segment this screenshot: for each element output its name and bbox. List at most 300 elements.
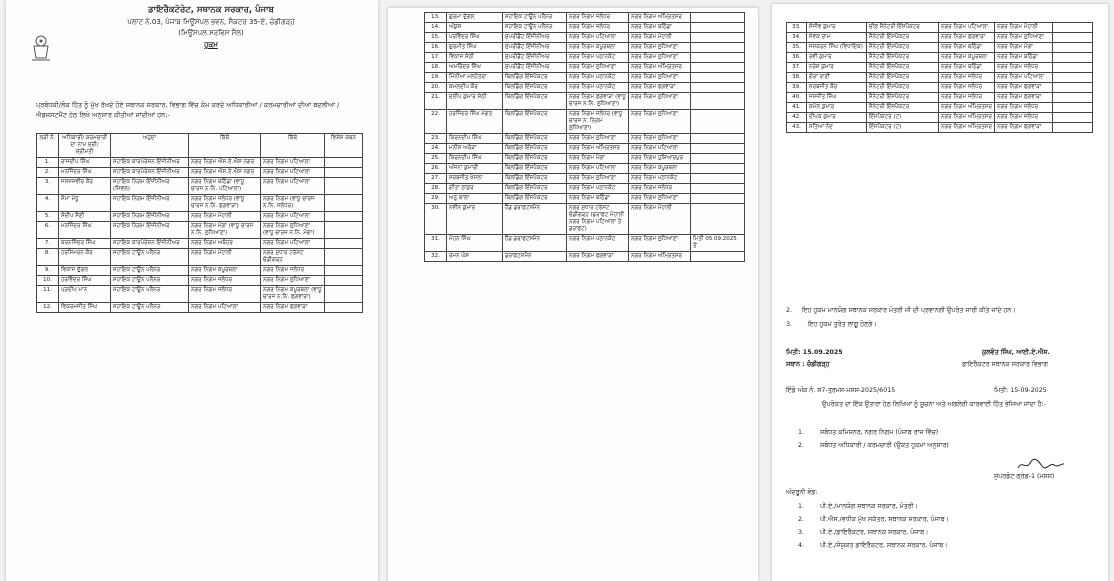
employee-name: ਰਵੀ ਕੁਮਾਰ [807, 53, 867, 63]
serial-number: 33. [787, 23, 807, 33]
employee-name: ਅਨੂ ਬਾਲਾ [447, 194, 503, 204]
transfer-from: ਨਗਰ ਨਿਗਮ ਲੁਧਿਆਣਾ [567, 134, 629, 144]
transfer-to: ਨਗਰ ਸੁਧਾਰ ਟਰੱਸਟ ਚੰਡੀਗੜ੍ਹ [261, 249, 325, 266]
transfer-to: ਨਗਰ ਨਿਗਮ ਮੋਹਾਲੀ [629, 33, 691, 43]
employee-name: ਮਨਜਿੰਦਰ ਸਿੰਘ [59, 168, 111, 178]
serial-number: 21. [425, 93, 447, 110]
employee-name: ਵਿਕਰਮਜੀਤ ਸਿੰਘ [59, 303, 111, 313]
employee-post: ਬਿਲਡਿੰਗ ਇੰਸਪੈਕਟਰ [503, 144, 567, 154]
employee-post: ਸਹਾਇਕ ਕਾਰਪੋਰੇਸ਼ਨ ਇੰਜੀਨੀਅਰ [111, 168, 189, 178]
serial-number: 22. [425, 110, 447, 134]
employee-name: ਕਿਰਨਦੀਪ ਸਿੰਘ [447, 154, 503, 164]
table-row [787, 113, 1093, 123]
transfer-from: ਨਗਰ ਨਿਗਮ ਜਲੰਧਰ [939, 83, 995, 93]
transfer-to: ਨਗਰ ਨਿਗਮ ਹੁਸ਼ਿਆਰਪੁਰ [629, 154, 691, 164]
employee-name: ਕਿਰਨਦੀਪ ਸਿੰਘ [447, 134, 503, 144]
transfer-to: ਨਗਰ ਨਿਗਮ ਲੁਧਿਆਣਾ [629, 194, 691, 204]
employee-name: ਮਨਜਿੰਦਰ ਸਿੰਘ [59, 222, 111, 239]
employee-name: ਕਰਨਜਿੰਦਰ ਸਿੰਘ [59, 239, 111, 249]
employee-name: ਪਰਵਿੰਦਰ ਸਿੰਘ [447, 33, 503, 43]
serial-number: 28. [425, 184, 447, 194]
transfer-from: ਨਗਰ ਨਿਗਮ ਫਗਵਾੜਾ (ਵਾਧੂ ਚਾਰਜ ਨ.ਨਿ. ਲੁਧਿਆਣਾ) [567, 93, 629, 110]
transfer-to: ਨਗਰ ਨਿਗਮ ਲੁਧਿਆਣਾ [629, 43, 691, 53]
transfer-to: ਨਗਰ ਨਿਗਮ ਬਠਿੰਡਾ [995, 53, 1053, 63]
employee-name: ਜਸਜੀਤ ਸਿੰਘ [807, 93, 867, 103]
order-date: ਮਿਤੀ: 15.09.2025 [786, 349, 843, 356]
transfer-from: ਨਗਰ ਨਿਗਮ ਪਠਾਨਕੋਟ [567, 235, 629, 252]
transfer-from: ਨਗਰ ਨਿਗਮ ਬਠਿੰਡਾ [567, 194, 629, 204]
transfer-from: ਨਗਰ ਨਿਗਮ ਲੁਧਿਆਣਾ [567, 174, 629, 184]
transfer-table-page2 [424, 12, 745, 262]
column-header: ਕਿੱਥੋਂ [189, 134, 261, 158]
special-remark [1053, 83, 1093, 93]
special-remark [325, 266, 363, 276]
transfer-from: ਨਗਰ ਨਿਗਮ ਮੋਗਾ [567, 154, 629, 164]
serial-number: 6. [37, 222, 59, 239]
transfer-from: ਨਗਰ ਨਿਗਮ ਬਠਿੰਡਾ [939, 43, 995, 53]
special-remark [1053, 113, 1093, 123]
transfer-to: ਨਗਰ ਨਿਗਮ ਪਟਿਆਲਾ [995, 73, 1053, 83]
employee-post: ਸਹਾਇਕ ਨਿਗਮ ਇੰਜੀਨੀਅਰ [111, 222, 189, 239]
special-remark [1053, 33, 1093, 43]
transfer-to: ਨਗਰ ਨਿਗਮ ਜਲੰਧਰ [995, 113, 1053, 123]
serial-number: 27. [425, 174, 447, 184]
table-row [425, 53, 745, 63]
list-item: 2. ਸਬੰਧਤ ਅਧਿਕਾਰੀ / ਕਰਮਚਾਰੀ (ਉਕਤ ਹੁਕਮਾਂ ਅਨੁਸਾਰ) [798, 442, 949, 449]
transfer-from: ਨਗਰ ਨਿਗਮ ਐਸ.ਏ.ਐਸ ਨਗਰ [189, 168, 261, 178]
special-remark [691, 110, 745, 134]
endorsement-number: ਇੰਡੋ ਅੰਕ ਨੰ. ਸ7-ਤ੍ਰਮਸ-ਮਸਸ-2025/6015 [786, 387, 896, 394]
transfer-to: ਨਗਰ ਨਿਗਮ ਪਟਿਆਲਾ [261, 239, 325, 249]
special-remark [325, 249, 363, 266]
transfer-from: ਨਗਰ ਨਿਗਮ ਪਟਿਆਲਾ [567, 33, 629, 43]
employee-name: ਰਾਜਦੀਪ ਸਿੰਘ [59, 158, 111, 168]
employee-post: ਸੈਨੇਟਰੀ ਇੰਸਪੈਕਟਰ [867, 103, 939, 113]
employee-post: ਸਹਾਇਕ ਟਾਊਨ ਪਲੈਨਰ [111, 303, 189, 313]
transfer-to: ਨਗਰ ਨਿਗਮ ਲੁਧਿਆਣਾ [629, 134, 691, 144]
column-header: ਵਿਸ਼ੇਸ਼ ਕਥਨ [325, 134, 363, 158]
signatory-name: ਕੁਲਵੰਤ ਸਿੰਘ, ਆਈ.ਏ.ਐਸ. [982, 349, 1050, 356]
serial-number: 17. [425, 53, 447, 63]
transfer-to: ਨਗਰ ਨਿਗਮ ਮੋਗਾ [995, 43, 1053, 53]
employee-post: ਬਿਲਡਿੰਗ ਇੰਸਪੈਕਟਰ [503, 110, 567, 134]
employee-post: ਸੈਨੇਟਰੀ ਇੰਸਪੈਕਟਰ [867, 93, 939, 103]
special-remark [691, 13, 745, 23]
signatory-title: ਡਾਇਰੈਕਟਰ ਸਥਾਨਕ ਸਰਕਾਰ ਵਿਭਾਗ [962, 361, 1048, 368]
employee-post: ਇੰਸਪੈਕਟਰ (ਟ) [867, 123, 939, 133]
serial-number: 43. [787, 123, 807, 133]
table-row [37, 178, 363, 195]
special-remark [325, 276, 363, 286]
employee-post: ਸਹਾਇਕ ਟਾਊਨ ਪਲੈਨਰ [111, 249, 189, 266]
transfer-to: ਨਗਰ ਨਿਗਮ ਜਲੰਧਰ [629, 184, 691, 194]
order-place: ਸਥਾਨ : ਚੰਡੀਗੜ੍ਹ [786, 361, 830, 368]
employee-post: ਸੁਪਰੀਡੈਂਟ ਇੰਜੀਨੀਅਰ [503, 33, 567, 43]
employee-post: ਸਹਾਇਕ ਨਿਗਮ ਇੰਜੀਨੀਅਰ [111, 212, 189, 222]
serial-number: 19. [425, 73, 447, 83]
employee-post: ਬਿਲਡਿੰਗ ਇੰਸਪੈਕਟਰ [503, 83, 567, 93]
employee-name: ਹਰਵਿੰਦਰ ਸਿੰਘ [59, 276, 111, 286]
serial-number: 30. [425, 204, 447, 235]
employee-name: ਨਰੇਸ਼ ਕੁਮਾਰ [807, 63, 867, 73]
transfer-to: ਨਗਰ ਨਿਗਮ ਲੁਧਿਆਣਾ [629, 235, 691, 252]
serial-number: 18. [425, 63, 447, 73]
special-remark [1053, 53, 1093, 63]
employee-name: ਸਰਬਜੀਤ ਕੌਰ [807, 83, 867, 93]
special-remark [325, 195, 363, 212]
employee-name: ਸੰਦੀਪ ਸੈਣੀ [59, 212, 111, 222]
transfer-to: ਨਗਰ ਨਿਗਮ ਬਠਿੰਡਾ [629, 23, 691, 33]
transfer-from: ਨਗਰ ਨਿਗਮ ਅੰਮ੍ਰਿਤਸਰ [939, 103, 995, 113]
special-remark [691, 33, 745, 43]
employee-name: ਦਲੀਪ ਕੁਮਾਰ ਸੇਠੀ [447, 93, 503, 110]
transfer-from: ਨਗਰ ਨਿਗਮ ਅਬੋਹਰ [189, 239, 261, 249]
employee-name: ਗੁਰਮਾ ਦੁੱਗਲ [447, 13, 503, 23]
transfer-to: ਨਗਰ ਨਿਗਮ (ਵਾਧੂ ਚਾਰਜ ਨ.ਨਿ. ਜਲੰਧਰ) [261, 195, 325, 212]
transfer-to: ਨਗਰ ਨਿਗਮ ਫਗਵਾੜਾ [995, 93, 1053, 103]
employee-post: ਚੀਫ਼ ਸੈਨੇਟਰੀ ਇੰਸਪੈਕਟਰ [867, 23, 939, 33]
transfer-to: ਨਗਰ ਨਿਗਮ ਜਲੰਧਰ [995, 63, 1053, 73]
transfer-from: ਨਗਰ ਨਿਗਮ ਅੰਮ੍ਰਿਤਸਰ [939, 123, 995, 133]
state-emblem-icon [28, 32, 54, 62]
employee-post: ਬਿਲਡਿੰਗ ਇੰਸਪੈਕਟਰ [503, 93, 567, 110]
employee-name: ਹਰਸਿਮਰਨ ਕੌਰ [59, 249, 111, 266]
employee-name: ਪ੍ਰਦੀਪ ਮਾਨ [59, 286, 111, 303]
employee-post: ਸਹਾਇਕ ਕਾਰਪੋਰੇਸ਼ਨ ਇੰਜੀਨੀਅਰ [111, 239, 189, 249]
transfer-to: ਨਗਰ ਨਿਗਮ ਮੋਹਾਲੀ [995, 23, 1053, 33]
employee-name: ਵਿਕਾਸ ਦੁੱਗਲ [59, 266, 111, 276]
transfer-to: ਨਗਰ ਨਿਗਮ ਅੰਮ੍ਰਿਤਸਰ [629, 63, 691, 73]
table-row [787, 83, 1093, 93]
table-row [425, 252, 745, 262]
employee-post: ਸਹਾਇਕ ਟਾਊਨ ਪਲੈਨਰ [111, 276, 189, 286]
employee-name: ਕਮਲਦੀਪ ਕੌਰ [447, 83, 503, 93]
transfer-to: ਨਗਰ ਨਿਗਮ ਲੁਧਿਆਣਾ [629, 73, 691, 83]
serial-number: 23. [425, 134, 447, 144]
employee-name: ਵਿਕਾਸ ਸੇਠੀ [447, 53, 503, 63]
superintendent-title: ਸੁਪਰਡੰਟ ਗ੍ਰੇਡ-1 (ਮਸਸ) [994, 473, 1055, 480]
employee-post: ਹੈੱਡ ਡਰਾਫਟਸਮੈਨ [503, 235, 567, 252]
special-remark [691, 93, 745, 110]
table-row [425, 235, 745, 252]
list-item: 4. ਪੀ.ਏ./ਸੰਯੁਕਤ ਡਾਇਰੈਕਟਰ, ਸਥਾਨਕ ਸਰਕਾਰ, ਪੰਜਾਬ। [798, 542, 948, 549]
transfer-to: ਨਗਰ ਨਿਗਮ ਪਟਿਆਲਾ [261, 212, 325, 222]
special-remark [1053, 63, 1093, 73]
transfer-from: ਨਗਰ ਨਿਗਮ ਪਠਾਨਕੋਟ [567, 53, 629, 63]
document-page-1 [6, 0, 378, 581]
order-heading: ਹੁਕਮ [204, 41, 218, 49]
employee-name: ਅੰਕੁਸ਼ [447, 23, 503, 33]
table-row [425, 63, 745, 73]
transfer-to: ਨਗਰ ਨਿਗਮ ਫਗਵਾੜਾ [261, 303, 325, 313]
order-note-3: 3. ਇਹ ਹੁਕਮ ਤੁਰੰਤ ਲਾਗੂ ਹੋਣਗੇ। [786, 321, 877, 328]
document-page-2 [388, 8, 758, 581]
table-row [37, 239, 363, 249]
serial-number: 14. [425, 23, 447, 33]
employee-name: ਗੋਰਾ ਰਾਣੀ [807, 73, 867, 83]
employee-post: ਸੈਨੇਟਰੀ ਇੰਸਪੈਕਟਰ [867, 63, 939, 73]
table-row [37, 249, 363, 266]
employee-name: ਕਮੋਲ ਕੁਮਾਰ [807, 103, 867, 113]
table-row [425, 154, 745, 164]
serial-number: 4. [37, 195, 59, 212]
transfer-from: ਨਗਰ ਨਿਗਮ ਪਟਿਆਲਾ [939, 23, 995, 33]
employee-name: ਨਵੀਨ ਕੁਮਾਰ [447, 204, 503, 235]
employee-name: ਹਰਜਿੰਦਰ ਸਿੰਘ ਮੰਗਤ [447, 110, 503, 134]
column-header: ਕਿੱਥੇ [261, 134, 325, 158]
transfer-from: ਨਗਰ ਨਿਗਮ ਐਸ.ਏ.ਐਸ ਨਗਰ [189, 158, 261, 168]
serial-number: 15. [425, 33, 447, 43]
transfer-to: ਨਗਰ ਨਿਗਮ ਮੋਹਾਲੀ [629, 204, 691, 235]
employee-post: ਹੈੱਡ ਡਰਾਫਟਸਮੈਨ [503, 204, 567, 235]
transfer-to: ਨਗਰ ਨਿਗਮ ਲੁਧਿਆਣਾ [995, 33, 1053, 43]
employee-name: ਸੰਜੀਵ ਕੁਮਾਰ [807, 23, 867, 33]
employee-post: ਬਿਲਡਿੰਗ ਇੰਸਪੈਕਟਰ [503, 154, 567, 164]
transfer-from: ਨਗਰ ਨਿਗਮ ਪਟਿਆਲਾ [567, 164, 629, 174]
special-remark [691, 73, 745, 83]
serial-number: 35. [787, 43, 807, 53]
special-remark [325, 286, 363, 303]
column-header: ਅਧਿਕਾਰੀ/ ਕਰਮਚਾਰੀ ਦਾ ਨਾਮ ਸ਼੍ਰੀ/ ਸ਼੍ਰੀਮਤੀ [59, 134, 111, 158]
employee-post: ਸਹਾਇਕ ਟਾਊਨ ਪਲੈਨਰ [503, 13, 567, 23]
serial-number: 13. [425, 13, 447, 23]
employee-post: ਇੰਸਪੈਕਟਰ (ਟ) [867, 113, 939, 123]
transfer-from: ਨਗਰ ਨਿਗਮ ਮੋਹਾਲੀ [189, 249, 261, 266]
table-row [787, 123, 1093, 133]
table-row [425, 174, 745, 184]
table-row [37, 303, 363, 313]
transfer-from: ਨਗਰ ਨਿਗਮ ਕਪੂਰਥਲਾ [189, 266, 261, 276]
special-remark [691, 252, 745, 262]
table-row [37, 286, 363, 303]
list-item: 1. ਪੀ.ਏ./ਮਾਨਯੋਗ ਸਥਾਨਕ ਸਰਕਾਰ, ਮੰਤਰੀ। [798, 503, 918, 510]
employee-post: ਸੈਨੇਟਰੀ ਇੰਸਪੈਕਟਰ [867, 73, 939, 83]
table-row [425, 194, 745, 204]
table-row [37, 195, 363, 212]
table-row [37, 276, 363, 286]
special-remark [325, 212, 363, 222]
special-remark [691, 134, 745, 144]
special-remark [691, 43, 745, 53]
serial-number: 38. [787, 73, 807, 83]
table-row [37, 222, 363, 239]
table-row [37, 158, 363, 168]
transfer-from: ਨਗਰ ਨਿਗਮ ਲੁਧਿਆਣਾ [567, 63, 629, 73]
employee-name: ਗੀਤਾ ਠਾਕੁਰ [447, 184, 503, 194]
transfer-to: ਨਗਰ ਨਿਗਮ ਫਗਵਾੜਾ [629, 83, 691, 93]
serial-number: 20. [425, 83, 447, 93]
table-row [37, 212, 363, 222]
employee-post: ਸੈਨੇਟਰੀ ਇੰਸਪੈਕਟਰ [867, 33, 939, 43]
special-remark: ਮਿਤੀ 05.09.2025 ਤੋਂ [691, 235, 745, 252]
transfer-to: ਨਗਰ ਨਿਗਮ ਲੁਧਿਆਣਾ (ਵਾਧੂ ਚਾਰਜ ਨ.ਨਿ. ਮੋਗਾ) [261, 222, 325, 239]
table-row [425, 83, 745, 93]
transfer-to: ਨਗਰ ਨਿਗਮ ਪਟਿਆਲਾ [261, 158, 325, 168]
serial-number: 31. [425, 235, 447, 252]
transfer-table-page1 [36, 133, 363, 313]
special-remark [1053, 123, 1093, 133]
employee-post: ਸਹਾਇਕ ਟਾਊਨ ਪਲੈਨਰ [503, 23, 567, 33]
table-row [425, 204, 745, 235]
special-remark [325, 178, 363, 195]
transfer-from: ਨਗਰ ਨਿਗਮ ਜਲੰਧਰ [567, 13, 629, 23]
serial-number: 12. [37, 303, 59, 313]
list-item: 3. ਪੀ.ਏ./ਡਾਇਰੈਕਟਰ, ਸਥਾਨਕ ਸਰਕਾਰ, ਪੰਜਾਬ। [798, 529, 929, 536]
department-title: ਡਾਇਰੈਕਟੋਰੇਟ, ਸਥਾਨਕ ਸਰਕਾਰ, ਪੰਜਾਬ [148, 5, 274, 15]
employee-name: ਸੇਵਕ ਰਾਮ [807, 33, 867, 43]
table-row [425, 43, 745, 53]
special-remark [325, 303, 363, 313]
internal-distribution-list [798, 502, 1098, 554]
serial-number: 25. [425, 154, 447, 164]
serial-number: 7. [37, 239, 59, 249]
special-remark [691, 154, 745, 164]
special-remark [691, 204, 745, 235]
employee-post: ਸੁਪਰੀਡੈਂਟ ਇੰਜੀਨੀਅਰ [503, 43, 567, 53]
transfer-to: ਨਗਰ ਨਿਗਮ ਕਪੂਰਥਲਾ [629, 164, 691, 174]
serial-number: 29. [425, 194, 447, 204]
table-row [787, 73, 1093, 83]
special-remark [325, 222, 363, 239]
table-row [425, 184, 745, 194]
transfer-from: ਨਗਰ ਨਿਗਮ ਮੋਹਾਲੀ [189, 212, 261, 222]
employee-post: ਸਹਾਇਕ ਕਾਰਪੋਰੇਸ਼ਨ ਇੰਜੀਨੀਅਰ [111, 158, 189, 168]
department-branch: (ਮਿਊਂਸਪਲ ਸਰਵਿਸ ਸੈਲ) [178, 29, 244, 37]
serial-number: 32. [425, 252, 447, 262]
transfer-from: ਨਗਰ ਨਿਗਮ ਜਲੰਧਰ [567, 23, 629, 33]
transfer-to: ਨਗਰ ਨਿਗਮ ਲੁਧਿਆਣਾ [629, 110, 691, 134]
serial-number: 40. [787, 93, 807, 103]
employee-name: ਗੁਰਮੀਤ ਸਿੰਘ [447, 43, 503, 53]
department-address: ਪਲਾਟ ਨੰ.03, ਪੰਜਾਬ ਮਿਊਂਸਪਲ ਭਵਨ, ਸੈਕਟਰ 35-ਏ, ਚੰਡੀਗੜ੍ਹ [127, 18, 295, 26]
endorsement-text: ਉਪਰੋਕਤ ਦਾ ਇੱਕ ਉਤਾਰਾ ਹੇਠ ਲਿਖਿਆਂ ਨੂੰ ਸੂਚਨਾ ਅਤੇ ਅਗਲੇਰੀ ਕਾਰਵਾਈ ਹਿੱਤ ਭੇਜਿਆ ਜਾਂਦਾ ਹੈ:- [822, 401, 1046, 408]
transfer-to: ਨਗਰ ਨਿਗਮ ਪਟਿਆਲਾ [261, 178, 325, 195]
column-header: ਅਹੁਦਾ [111, 134, 189, 158]
serial-number: 34. [787, 33, 807, 43]
employee-post: ਬਿਲਡਿੰਗ ਇੰਸਪੈਕਟਰ [503, 174, 567, 184]
table-row [425, 144, 745, 154]
special-remark [1053, 73, 1093, 83]
serial-number: 11. [37, 286, 59, 303]
transfer-from: ਨਗਰ ਨਿਗਮ ਪਠਾਨਕੋਟ [567, 73, 629, 83]
employee-post: ਡਰਾਫਟਸਮੈਨ [503, 252, 567, 262]
special-remark [691, 164, 745, 174]
transfer-table-page3 [786, 22, 1093, 133]
employee-post: ਸੈਨੇਟਰੀ ਇੰਸਪੈਕਟਰ [867, 43, 939, 53]
employee-post: ਬਿਲਡਿੰਗ ਇੰਸਪੈਕਟਰ [503, 134, 567, 144]
employee-post: ਸੁਪਰੀਡੈਂਟ ਇੰਜੀਨੀਅਰ [503, 63, 567, 73]
transfer-from: ਨਗਰ ਨਿਗਮ ਜਲੰਧਰ (ਵਾਧੂ ਚਾਰਜ ਨ.ਨਿ. ਫਗਵਾੜਾ) [189, 195, 261, 212]
transfer-from: ਨਗਰ ਨਿਗਮ ਪਟਿਆਲਾ [189, 303, 261, 313]
employee-post: ਸਹਾਇਕ ਟਾਊਨ ਪਲੈਨਰ [111, 286, 189, 303]
table-row [425, 33, 745, 43]
special-remark [325, 168, 363, 178]
serial-number: 39. [787, 83, 807, 93]
endorsement-list [798, 428, 1098, 454]
employee-name: ਸਤਿਆ ਨੰਦ [807, 123, 867, 133]
transfer-from: ਨਗਰ ਨਿਗਮ ਜਲੰਧਰ (ਵਾਧੂ ਚਾਰਜ ਨ. ਨਿਗਮ ਲੁਧਿਆਣਾ) [567, 110, 629, 134]
transfer-from: ਨਗਰ ਨਿਗਮ ਅੰਮ੍ਰਿਤਸਰ [567, 144, 629, 154]
table-row [787, 23, 1093, 33]
list-item: 2. ਪੀ.ਐਸ./ਵਧੀਕ ਮੁੱਖ ਸਕੱਤਰ, ਸਥਾਨਕ ਸਰਕਾਰ, ਪੰਜਾਬ। [798, 516, 949, 523]
serial-number: 24. [425, 144, 447, 154]
special-remark [691, 144, 745, 154]
employee-name: ਸਰਬਜੀਤ ਖੋਸਲਾ [447, 174, 503, 184]
transfer-to: ਨਗਰ ਨਿਗਮ ਅੰਮ੍ਰਿਤਸਰ [629, 13, 691, 23]
transfer-from: ਨਗਰ ਨਿਗਮ ਪਠਾਨਕੋਟ [567, 184, 629, 194]
special-remark [691, 194, 745, 204]
signature-label [1008, 457, 1024, 466]
employee-name: ਮਿੰਨੀਆ ਮਲਹੋਤਰਾ [447, 73, 503, 83]
employee-post: ਬਿਲਡਿੰਗ ਇੰਸਪੈਕਟਰ [503, 73, 567, 83]
transfer-from: ਨਗਰ ਨਿਗਮ ਫਗਵਾੜਾ [939, 33, 995, 43]
table-row [37, 266, 363, 276]
table-row [425, 73, 745, 83]
special-remark [1053, 93, 1093, 103]
special-remark [691, 63, 745, 73]
special-remark [325, 239, 363, 249]
transfer-from: ਨਗਰ ਨਿਗਮ ਫਗਵਾੜਾ [567, 252, 629, 262]
table-row [787, 93, 1093, 103]
special-remark [691, 83, 745, 93]
employee-post: ਸਹਾਇਕ ਨਿਗਮ ਇੰਜੀਨੀਅਰ (ਸਿਵਲ) [111, 178, 189, 195]
table-row [787, 43, 1093, 53]
serial-number: 1. [37, 158, 59, 168]
transfer-from: ਨਗਰ ਨਿਗਮ ਜਲੰਧਰ [939, 73, 995, 83]
table-row [37, 168, 363, 178]
transfer-from: ਨਗਰ ਨਿਗਮ ਕਪੂਰਥਲਾ [567, 43, 629, 53]
employee-post: ਸੈਨੇਟਰੀ ਇੰਸਪੈਕਟਰ [867, 53, 939, 63]
transfer-from: ਨਗਰ ਨਿਗਮ ਪਠਾਨਕੋਟ [567, 83, 629, 93]
employee-name: ਅੰਜਨਾ ਕੁਮਾਰੀ [447, 164, 503, 174]
transfer-to: ਨਗਰ ਨਿਗਮ ਫਗਵਾੜਾ [995, 123, 1053, 133]
transfer-from: ਨਗਰ ਨਿਗਮ ਬਠਿੰਡਾ [939, 63, 995, 73]
table-row [425, 93, 745, 110]
employee-post: ਬਿਲਡਿੰਗ ਇੰਸਪੈਕਟਰ [503, 194, 567, 204]
employee-name: ਜਸਕਰਨ ਸਿੰਘ (ਵਿਧਾਇਕ) [807, 43, 867, 53]
employee-name: ਦੀਪਕ ਕੁਮਾਰ [807, 113, 867, 123]
transfer-to: ਨਗਰ ਨਿਗਮ ਲੁਧਿਆਣਾ [629, 93, 691, 110]
transfer-to: ਨਗਰ ਨਿਗਮ ਲੁਧਿਆਣਾ [261, 276, 325, 286]
employee-post: ਸਹਾਇਕ ਟਾਊਨ ਪਲੈਨਰ [111, 266, 189, 276]
employee-name: ਮੋਹਨ ਸਿੰਘ [447, 235, 503, 252]
serial-number: 9. [37, 266, 59, 276]
employee-name: ਜਸਜਸਵੀਰ ਕੌਰ [59, 178, 111, 195]
employee-name: ਮਨੀਸ਼ ਅਰੋੜਾ [447, 144, 503, 154]
table-row [425, 13, 745, 23]
special-remark [691, 174, 745, 184]
table-row [425, 110, 745, 134]
serial-number: 42. [787, 113, 807, 123]
table-row [787, 103, 1093, 113]
table-row [787, 53, 1093, 63]
list-item: 1. ਸਬੰਧਤ ਕਮਿਸ਼ਨਰ, ਨਗਰ ਨਿਗਮ (ਪੰਜਾਬ ਰਾਜ ਵਿੱਚ) [798, 429, 939, 436]
employee-post: ਸਹਾਇਕ ਨਿਗਮ ਇੰਜੀਨੀਅਰ [111, 195, 189, 212]
employee-post: ਬਿਲਡਿੰਗ ਇੰਸਪੈਕਟਰ [503, 184, 567, 194]
serial-number: 3. [37, 178, 59, 195]
transfer-to: ਨਗਰ ਨਿਗਮ ਪਠਾਨਕੋਟ [629, 174, 691, 184]
transfer-to: ਨਗਰ ਨਿਗਮ ਫਗਵਾੜਾ [995, 83, 1053, 93]
special-remark [1053, 103, 1093, 113]
transfer-to: ਨਗਰ ਨਿਗਮ ਜਲੰਧਰ [261, 266, 325, 276]
table-row [787, 33, 1093, 43]
employee-name: ਰਮਨ ਘੋਸ਼ [447, 252, 503, 262]
column-header: ਲੜੀ ਨੰ. [37, 134, 59, 158]
transfer-from: ਨਗਰ ਸੁਧਾਰ ਟਰੱਸਟ ਚੰਡੀਗੜ੍ਹ (ਡਰਾਫਟ ਮੋਹਾਲੀ ਨਗਰ ਨਿਗਮ ਪਟਿਆਲਾ ਤੇ ਡਰਾਫਟ) [567, 204, 629, 235]
transfer-from: ਨਗਰ ਨਿਗਮ ਬਠਿੰਡਾ (ਵਾਧੂ ਚਾਰਜ ਨ.ਨਿ. ਪਟਿਆਲਾ) [189, 178, 261, 195]
employee-post: ਸੈਨੇਟਰੀ ਇੰਸਪੈਕਟਰ [867, 83, 939, 93]
special-remark [691, 23, 745, 33]
